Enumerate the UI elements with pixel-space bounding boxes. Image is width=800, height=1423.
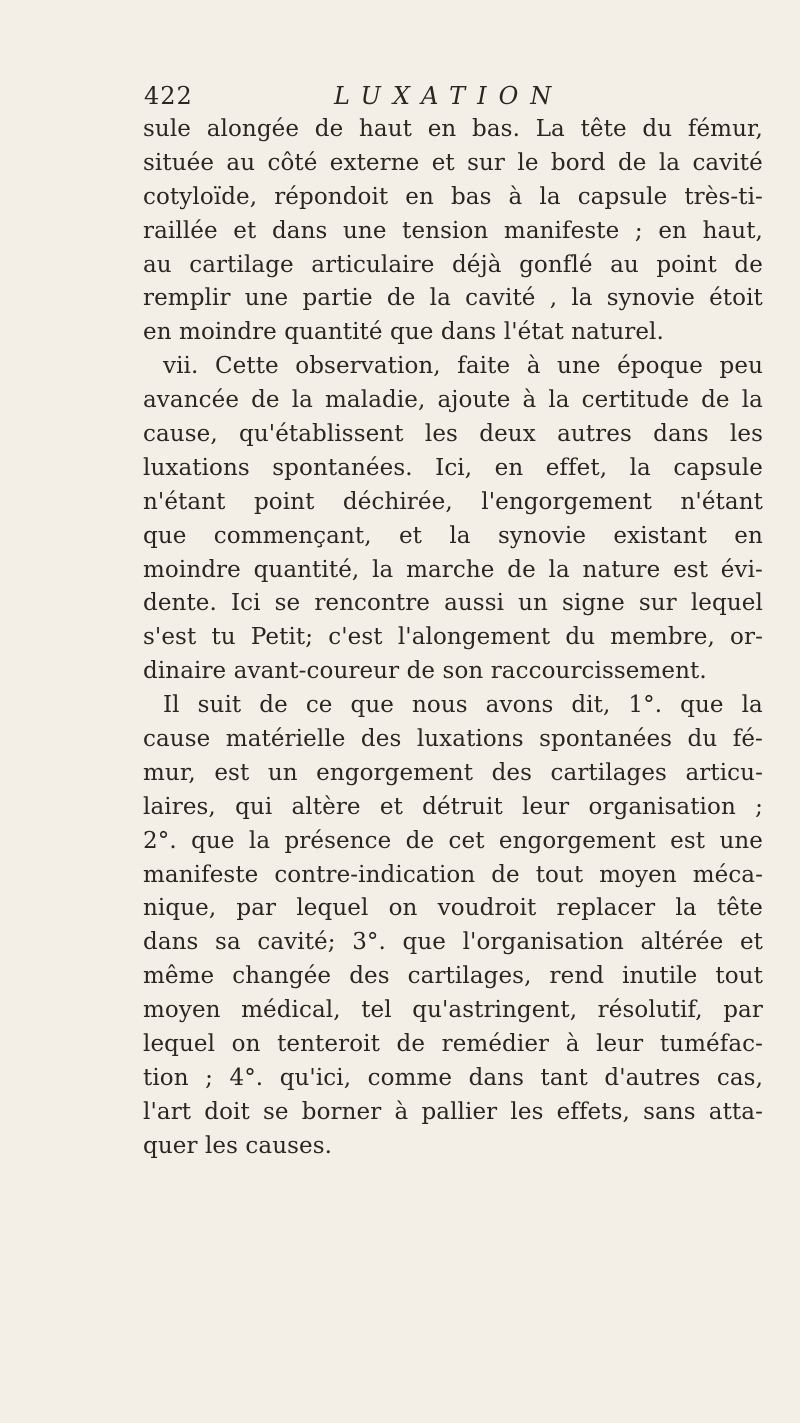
text-line: luxations spontanées. Ici, en effet, la capsule bbox=[143, 454, 763, 481]
text-line: remplir une partie de la cavité , la synovie étoit bbox=[143, 285, 763, 312]
text-line: l'art doit se borner à pallier les effets, sans atta- bbox=[143, 1098, 763, 1125]
text-line: au cartilage articulaire déjà gonflé au point de bbox=[143, 251, 763, 278]
text-line: lequel on tenteroit de remédier à leur tuméfac- bbox=[143, 1031, 763, 1058]
text-line: moyen médical, tel qu'astringent, résolutif, par bbox=[143, 997, 763, 1024]
text-line: quer les causes. bbox=[143, 1132, 333, 1159]
text-line: mur, est un engorgement des cartilages articu- bbox=[143, 759, 763, 786]
page-number: 422 bbox=[144, 82, 193, 110]
text-line: moindre quantité, la marche de la nature est évi- bbox=[143, 556, 763, 583]
text-line: dinaire avant-coureur de son raccourcissement. bbox=[143, 658, 707, 685]
running-title: LUXATION bbox=[334, 82, 564, 110]
text-line: n'étant point déchirée, l'engorgement n'étant bbox=[143, 488, 763, 515]
text-line: située au côté externe et sur le bord de la cavité bbox=[143, 149, 763, 176]
text-line: 2°. que la présence de cet engorgement est une bbox=[143, 827, 763, 854]
text-line: même changée des cartilages, rend inutile tout bbox=[143, 963, 763, 990]
text-line: raillée et dans une tension manifeste ; en haut, bbox=[143, 217, 763, 244]
text-line: vii. Cette observation, faite à une époque peu bbox=[163, 353, 763, 380]
body-text bbox=[143, 113, 763, 1164]
text-line: cotyloïde, répondoit en bas à la capsule très-ti- bbox=[143, 183, 763, 210]
text-line: s'est tu Petit; c'est l'alongement du membre, or- bbox=[143, 624, 763, 651]
text-line: tion ; 4°. qu'ici, comme dans tant d'autres cas, bbox=[143, 1064, 763, 1091]
text-line: sule alongée de haut en bas. La tête du fémur, bbox=[143, 116, 763, 142]
text-line: nique, par lequel on voudroit replacer la tête bbox=[143, 895, 763, 922]
text-line: avancée de la maladie, ajoute à la certitude de la bbox=[143, 387, 763, 414]
text-line: cause, qu'établissent les deux autres dans les bbox=[143, 421, 763, 448]
text-line: dente. Ici se rencontre aussi un signe sur lequel bbox=[143, 590, 763, 617]
text-line: manifeste contre-indication de tout moyen méca- bbox=[143, 861, 763, 888]
text-line: cause matérielle des luxations spontanées du fé- bbox=[143, 726, 763, 753]
text-line: laires, qui altère et détruit leur organisation ; bbox=[143, 793, 763, 820]
text-line: que commençant, et la synovie existant en bbox=[143, 522, 763, 549]
text-line: dans sa cavité; 3°. que l'organisation altérée et bbox=[143, 929, 763, 956]
text-line: en moindre quantité que dans l'état naturel. bbox=[143, 319, 664, 346]
text-line: Il suit de ce que nous avons dit, 1°. que la bbox=[163, 692, 763, 719]
